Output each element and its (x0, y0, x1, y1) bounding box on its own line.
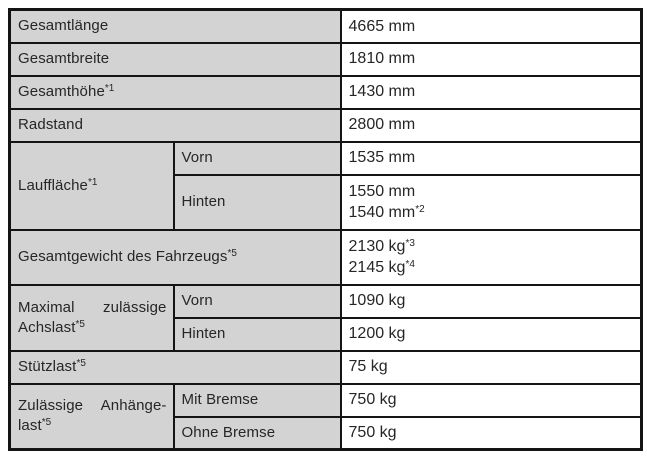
sub-label-text: Ohne Bremse (181, 423, 276, 441)
table-row (10, 109, 642, 142)
spec-value-text: 4665 mm (348, 17, 416, 35)
sub-label-text: Hinten (181, 325, 226, 343)
spec-value-text: 750 kg (348, 424, 397, 442)
spec-value-cell (341, 384, 642, 417)
spec-value-text: 1550 mm (348, 182, 416, 200)
spec-value-cell (341, 175, 642, 230)
spec-label-line (18, 298, 167, 318)
footnote-marker: *5 (41, 417, 52, 429)
spec-value-line (349, 16, 635, 37)
spec-value-line (349, 147, 635, 168)
spec-value-text: 750 kg (348, 391, 397, 409)
sub-label-cell (174, 175, 341, 230)
spec-label-line (18, 16, 334, 36)
spec-value-cell (341, 318, 642, 351)
spec-value-cell (341, 76, 642, 109)
spec-value-cell (341, 10, 642, 43)
spec-value-line (349, 356, 635, 377)
spec-table-body (10, 10, 642, 450)
sub-label-line (182, 148, 334, 168)
spec-value-line (349, 48, 635, 69)
spec-label-line (18, 416, 167, 436)
spec-label-line (18, 176, 167, 196)
sub-label-text: Mit Bremse (181, 391, 259, 409)
footnote-marker: *4 (405, 259, 415, 270)
footnote-marker: *1 (104, 83, 115, 95)
spec-value-line (349, 202, 635, 223)
spec-label-text: Gesamtlänge (18, 17, 109, 35)
sub-label-line (182, 324, 334, 344)
table-row (10, 10, 642, 43)
sub-label-line (182, 390, 334, 410)
spec-label-line (18, 357, 334, 377)
sub-label-cell (174, 384, 341, 417)
spec-label-cell (10, 142, 174, 230)
spec-value-text: 1090 kg (348, 292, 406, 310)
sub-label-cell (174, 417, 341, 450)
footnote-marker: *3 (405, 237, 415, 249)
spec-label-cell (10, 43, 341, 76)
spec-value-cell (341, 417, 642, 450)
spec-label-cell (10, 285, 174, 351)
spec-value-text: 1540 mm (348, 204, 416, 221)
spec-label-line (18, 396, 167, 416)
spec-value-text: 75 kg (348, 358, 388, 376)
spec-value-line (349, 389, 635, 410)
spec-value-line (349, 236, 635, 257)
spec-value-text: 1430 mm (348, 83, 416, 101)
spec-label-text: Stützlast (18, 358, 77, 376)
spec-label-text: Lauffläche (18, 176, 88, 194)
spec-label-cell (10, 10, 341, 43)
spec-value-cell (341, 43, 642, 76)
spec-value-line (349, 181, 635, 202)
spec-value-line (349, 114, 635, 135)
spec-label-text: Gesamthöhe (18, 83, 105, 101)
spec-label-text: Zulässige Anhänge- (18, 397, 167, 415)
sub-label-text: Hinten (181, 193, 226, 211)
sub-label-cell (174, 285, 341, 318)
footnote-marker: *2 (415, 204, 425, 215)
spec-value-text: 2800 mm (348, 116, 416, 134)
spec-label-line (18, 247, 334, 267)
sub-label-cell (174, 142, 341, 175)
table-row (10, 43, 642, 76)
spec-label-cell (10, 76, 341, 109)
sub-label-text: Vorn (181, 292, 213, 310)
footnote-marker: *5 (75, 318, 85, 330)
spec-label-text: Achslast (18, 318, 76, 336)
sub-label-line (182, 423, 334, 443)
table-row (10, 142, 642, 175)
spec-value-line (349, 422, 635, 443)
spec-value-line (349, 81, 635, 102)
spec-value-text: 2130 kg (348, 237, 406, 255)
spec-table (8, 8, 643, 451)
sub-label-line (182, 192, 334, 212)
spec-value-line (349, 323, 635, 344)
spec-label-cell (10, 384, 174, 450)
footnote-marker: *5 (76, 358, 86, 370)
spec-value-line (349, 290, 635, 311)
spec-value-cell (341, 230, 642, 285)
sub-label-cell (174, 318, 341, 351)
spec-label-text: Gesamtbreite (18, 50, 110, 68)
spec-value-text: 1200 kg (348, 325, 406, 343)
spec-value-text: 1535 mm (348, 149, 416, 167)
sub-label-line (182, 291, 334, 311)
table-row (10, 230, 642, 285)
spec-label-line (18, 318, 167, 338)
spec-value-cell (341, 351, 642, 384)
spec-value-cell (341, 285, 642, 318)
spec-label-line (18, 115, 334, 135)
table-row (10, 76, 642, 109)
spec-label-text: Gesamtgewicht des Fahrzeugs (18, 248, 228, 266)
footnote-marker: *1 (87, 176, 98, 188)
spec-value-cell (341, 142, 642, 175)
spec-label-cell (10, 351, 341, 384)
spec-label-cell (10, 109, 341, 142)
spec-label-text: Radstand (18, 116, 84, 134)
spec-value-text: 2145 kg (348, 259, 406, 276)
spec-value-cell (341, 109, 642, 142)
spec-value-line (349, 257, 635, 278)
spec-label-cell (10, 230, 341, 285)
spec-label-line (18, 82, 334, 102)
spec-value-text: 1810 mm (348, 50, 416, 68)
table-row (10, 285, 642, 318)
table-row (10, 351, 642, 384)
spec-label-text: last (18, 417, 42, 435)
footnote-marker: *5 (227, 248, 237, 260)
table-row (10, 384, 642, 417)
spec-label-line (18, 49, 334, 69)
sub-label-text: Vorn (181, 149, 213, 167)
spec-label-text: Maximal zulässige (18, 298, 167, 316)
